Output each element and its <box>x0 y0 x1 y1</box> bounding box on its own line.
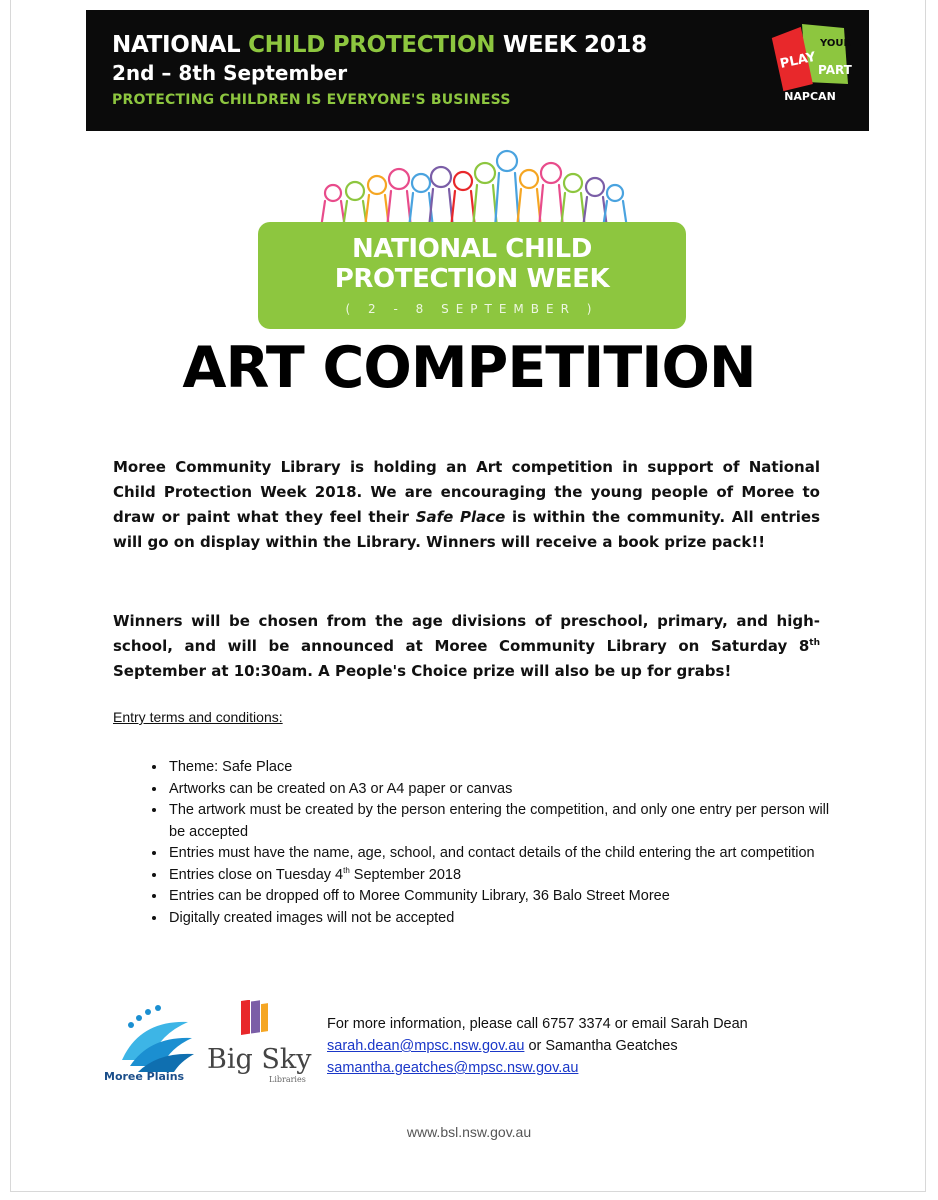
napcan-sign-your: YOUR <box>820 38 852 49</box>
napcan-sign-part: PART <box>818 63 852 77</box>
page-title: ART COMPETITION <box>182 335 756 401</box>
list-item: • Entries can be dropped off to Moree Community Library, 36 Balo Street Moree <box>167 886 847 908</box>
intro-paragraph: Moree Community Library is holding an Art competition in support of National Child Protection Week 2018. We are encouraging the young people of Moree to draw or paint what they feel their Safe Place is within the community. All entries will go on display within the Library. Winners will receive a book prize pack!! <box>113 458 820 551</box>
contact-line: For more information, please call 6757 3374 or email Sarah Dean <box>327 1016 748 1032</box>
list-item: • Artworks can be created on A3 or A4 paper or canvas <box>167 779 847 801</box>
big-sky-label: Big Sky <box>207 1044 312 1075</box>
napcan-logo <box>766 18 856 122</box>
email-link-sarah[interactable]: sarah.dean@mpsc.nsw.gov.au <box>327 1038 525 1054</box>
banner-title: NATIONAL CHILD PROTECTION WEEK 2018 <box>112 32 647 58</box>
list-item: • The artwork must be created by the person entering the competition, and only one entry per person will be accepted <box>167 800 847 843</box>
napcan-sign-play: PLAY <box>778 49 818 72</box>
moree-plains-label: Moree Plains <box>104 1070 185 1083</box>
list-item: • Entries must have the name, age, school, and contact details of the child entering the art competition <box>167 843 847 865</box>
header-banner <box>86 10 869 131</box>
terms-heading: Entry terms and conditions: <box>113 709 283 725</box>
banner-dates: 2nd – 8th September <box>112 61 348 85</box>
libraries-label: Libraries <box>269 1075 306 1084</box>
terms-list <box>137 757 847 929</box>
big-sky-libraries-logo <box>205 1000 315 1090</box>
safe-place-emphasis: Safe Place <box>415 508 506 526</box>
contact-line: sarah.dean@mpsc.nsw.gov.au or Samantha Geatches <box>327 1038 678 1054</box>
contact-line <box>327 1057 847 1079</box>
winners-paragraph: Winners will be chosen from the age divisions of preschool, primary, and high-school, and will be announced at Moree Community Library on Saturday 8th September at 10:30am. A People's Choice prize will also be up for grabs! <box>113 612 820 680</box>
email-link-samantha[interactable]: samantha.geatches@mpsc.nsw.gov.au <box>327 1060 579 1076</box>
week-logo-line2: PROTECTION WEEK <box>334 264 610 294</box>
contact-info <box>327 1013 847 1079</box>
list-item: • Theme: Safe Place <box>167 757 847 779</box>
list-item: • Entries close on Tuesday 4th September 2018 <box>167 865 847 887</box>
week-logo-dates: ( 2 - 8 SEPTEMBER ) <box>345 302 599 316</box>
list-item: • Digitally created images will not be accepted <box>167 908 847 930</box>
banner-tagline: PROTECTING CHILDREN IS EVERYONE'S BUSINESS <box>112 92 511 108</box>
moree-plains-logo <box>100 1000 200 1092</box>
napcan-label: NAPCAN <box>784 90 836 103</box>
week-logo-box <box>258 222 686 329</box>
week-logo-line1: NATIONAL CHILD <box>352 234 592 264</box>
website-url: www.bsl.nsw.gov.au <box>406 1124 532 1140</box>
